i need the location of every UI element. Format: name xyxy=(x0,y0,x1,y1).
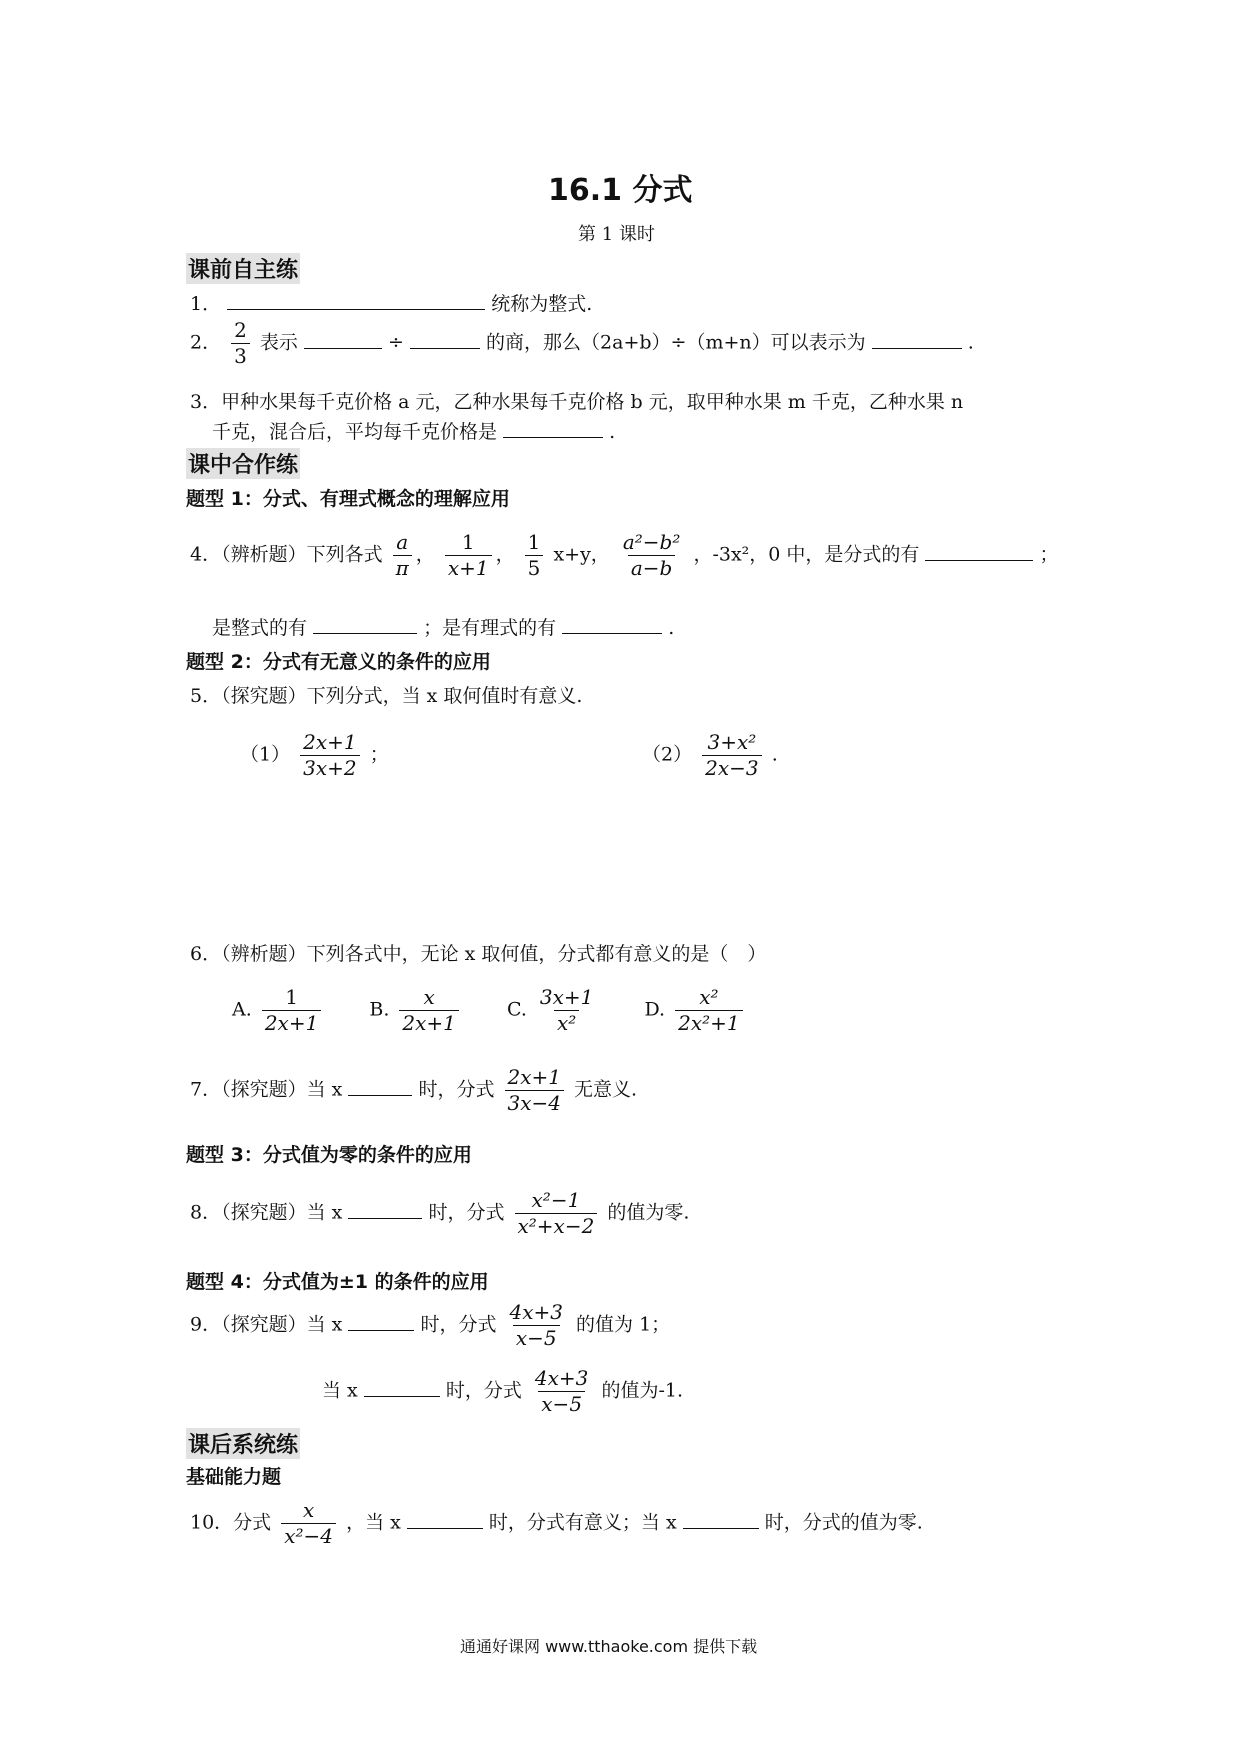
fraction: $\frac{2}{3}$ xyxy=(231,318,250,369)
option-b[interactable]: B. $\frac{x}{2x+1}$ xyxy=(369,985,463,1036)
fraction: $\frac{x}{\text{x²−4}}$ xyxy=(281,1498,336,1549)
basic-ability-heading: 基础能力题 xyxy=(186,1466,282,1488)
question-9-line-2: 当 x 时，分式 $\frac{4x+3}{x-5}$ 的值为-1. xyxy=(322,1366,684,1416)
answer-blank[interactable] xyxy=(407,1512,483,1529)
answer-blank[interactable] xyxy=(562,617,662,634)
question-6-options xyxy=(232,985,785,1036)
option-a[interactable]: A. $\frac{1}{2x+1}$ xyxy=(232,985,325,1036)
answer-blank[interactable] xyxy=(925,544,1033,561)
question-1 xyxy=(190,289,592,316)
answer-blank[interactable] xyxy=(410,332,480,349)
fraction: $\frac{\text{a²−b²}}{a-b}$ xyxy=(622,530,681,580)
topic-heading-2: 题型 2：分式有无意义的条件的应用 xyxy=(186,651,491,673)
lesson-subtitle: 第 1 课时 xyxy=(578,224,655,245)
answer-blank[interactable] xyxy=(364,1380,440,1397)
answer-blank[interactable] xyxy=(872,332,962,349)
footer-text: 通通好课网 www.tthaoke.com 提供下载 xyxy=(460,1637,758,1656)
answer-blank[interactable] xyxy=(227,293,485,310)
fraction: $\frac{\text{3+x²}}{2x-3}$ xyxy=(702,730,762,781)
answer-blank[interactable] xyxy=(313,617,417,634)
question-5-part-2: （2） $\frac{\text{3+x²}}{2x-3}$ . xyxy=(642,730,778,780)
topic-heading-1: 题型 1：分式、有理式概念的理解应用 xyxy=(186,488,510,510)
question-text: 统称为整式. xyxy=(491,293,593,315)
question-7: 7．（探究题）当 x 时，分式 $\frac{2x+1}{3x-4}$ 无意义. xyxy=(190,1065,638,1115)
fraction: $\frac{4x+3}{x-5}$ xyxy=(509,1300,563,1350)
fraction: $\frac{1}{x+1}$ xyxy=(445,530,492,581)
answer-blank[interactable] xyxy=(348,1079,412,1096)
answer-blank[interactable] xyxy=(348,1202,422,1219)
question-8: 8．（探究题）当 x 时，分式 $\frac{\text{x²−1}}{\text{x²+x−2}}$ 的值为零. xyxy=(190,1188,690,1238)
fraction: $\frac{1}{2x+1}$ xyxy=(262,985,322,1036)
question-5: 5．（探究题）下列分式，当 x 取何值时有意义. xyxy=(190,685,583,707)
answer-blank[interactable] xyxy=(503,421,603,438)
fraction: $\frac{2x+1}{3x+2}$ xyxy=(300,730,360,781)
fraction: $\frac{x}{2x+1}$ xyxy=(399,985,459,1036)
fraction: $\frac{\text{x²}}{\text{2x²+1}}$ xyxy=(675,985,743,1036)
question-10: 10．分式 $\frac{x}{\text{x²−4}}$ ，当 x 时，分式有意义；当 x 时，分式的值为零. xyxy=(190,1498,923,1548)
section-heading-post: 课后系统练 xyxy=(186,1428,300,1459)
question-2: 2． $\frac{2}{3}$ 表示 ÷ 的商，那么（2a+b）÷（m+n）可以表示为 . xyxy=(190,318,974,368)
question-number: 2． xyxy=(190,331,222,354)
answer-blank[interactable] xyxy=(348,1314,414,1331)
topic-heading-3: 题型 3：分式值为零的条件的应用 xyxy=(186,1144,472,1166)
section-heading-mid: 课中合作练 xyxy=(186,448,300,479)
option-c[interactable]: C. $\frac{3x+1}{\text{x²}}$ xyxy=(507,985,600,1036)
question-3-line-1: 3．甲种水果每千克价格 a 元，乙种水果每千克价格 b 元，取甲种水果 m 千克，乙种水果 n xyxy=(190,391,964,413)
fraction: $\frac{\text{x²−1}}{\text{x²+x−2}}$ xyxy=(515,1188,598,1239)
question-3-line-2: 千克，混合后，平均每千克价格是 . xyxy=(212,421,616,443)
question-5-part-1: （1） $\frac{2x+1}{3x+2}$ ； xyxy=(240,730,389,780)
fraction: $\frac{1}{5}$ xyxy=(525,530,544,581)
question-4: 4．（辨析题）下列各式 $\frac{a}{\pi}$ ， $\frac{1}{x+1}$ ， $\frac{1}{5}$ x+y， $\frac{\text{a²−b²}}{a-b}$ ，-3x²，0 中，是分式的有 ； xyxy=(190,530,1059,580)
question-6: 6．（辨析题）下列各式中，无论 x 取何值，分式都有意义的是（ ） xyxy=(190,943,767,965)
page-title: 16.1 分式 xyxy=(548,173,693,208)
fraction: $\frac{a}{\pi}$ xyxy=(393,530,412,581)
answer-blank[interactable] xyxy=(683,1512,759,1529)
fraction: $\frac{4x+3}{x-5}$ xyxy=(534,1366,589,1416)
topic-heading-4: 题型 4：分式值为±1 的条件的应用 xyxy=(186,1271,489,1293)
answer-blank[interactable] xyxy=(304,332,382,349)
fraction: $\frac{2x+1}{3x-4}$ xyxy=(505,1065,565,1116)
option-d[interactable]: D. $\frac{\text{x²}}{\text{2x²+1}}$ xyxy=(644,985,746,1036)
fraction: $\frac{3x+1}{\text{x²}}$ xyxy=(539,985,594,1035)
section-heading-pre: 课前自主练 xyxy=(186,253,300,284)
question-number: 1． xyxy=(190,293,222,315)
question-4-line-2: 是整式的有 ；是有理式的有 . xyxy=(212,617,675,639)
question-9: 9．（探究题）当 x 时，分式 $\frac{4x+3}{x-5}$ 的值为 1； xyxy=(190,1300,671,1350)
